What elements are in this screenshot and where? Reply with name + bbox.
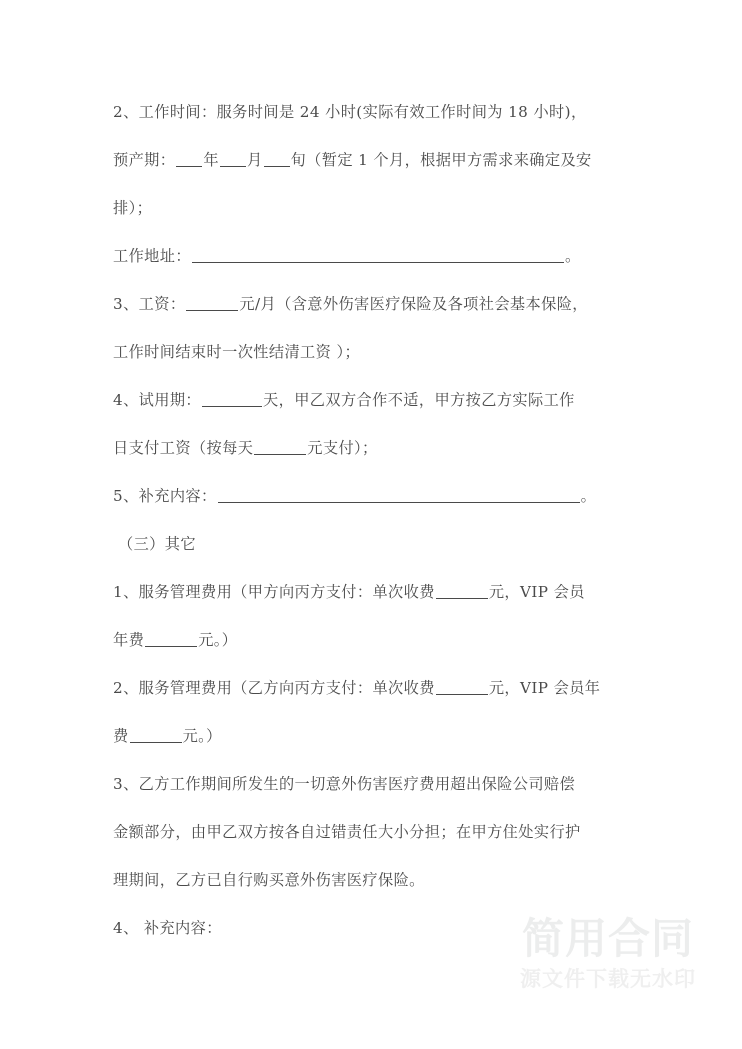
fee-party-a-line-2	[113, 616, 633, 664]
due-date-unit-year: 年	[203, 151, 219, 169]
due-date-xun-blank[interactable]	[264, 152, 290, 167]
paragraph-work-time	[113, 88, 633, 136]
fee-party-a-annual-blank[interactable]	[145, 632, 197, 647]
supplement-5-line	[113, 472, 633, 520]
supplement-5-blank[interactable]	[218, 488, 580, 503]
due-date-year-blank[interactable]	[176, 152, 202, 167]
fee-party-a-prefix: 1、服务管理费用（甲方向丙方支付：单次收费	[113, 583, 435, 601]
paragraph-supplement-4	[113, 904, 633, 952]
paragraph-due-date	[113, 136, 633, 232]
work-address-label: 工作地址：	[113, 247, 191, 265]
salary-amount-blank[interactable]	[186, 296, 238, 311]
paragraph-probation	[113, 376, 633, 472]
document-body	[113, 88, 633, 952]
probation-daily-prefix: 日支付工资（按每天	[113, 439, 254, 457]
due-date-line-1	[113, 136, 633, 184]
insurance-clause-line-1: 3、乙方工作期间所发生的一切意外伤害医疗费用超出保险公司赔偿	[113, 775, 576, 793]
fee-party-b-annual-blank[interactable]	[130, 728, 182, 743]
paragraph-fee-party-b	[113, 664, 633, 760]
due-date-prefix: 预产期：	[113, 151, 176, 169]
fee-party-a-mid: 元，VIP 会员	[488, 583, 585, 601]
due-date-line-2: 排）；	[113, 199, 153, 217]
probation-prefix: 4、试用期：	[113, 391, 202, 409]
fee-party-b-mid: 元，VIP 会员年	[488, 679, 601, 697]
insurance-clause-line-3: 理期间，乙方已自行购买意外伤害医疗保险。	[113, 871, 425, 889]
due-date-month-blank[interactable]	[220, 152, 246, 167]
probation-line-1	[113, 376, 633, 424]
due-date-tail: （暂定 1 个月，根据甲方需求来确定及安	[306, 151, 592, 169]
paragraph-fee-party-a	[113, 568, 633, 664]
paragraph-supplement-5	[113, 472, 633, 520]
fee-party-a-line-1	[113, 568, 633, 616]
fee-party-b-annual-after-blank: 元。）	[182, 727, 222, 745]
work-time-line-1: 2、工作时间：服务时间是 24 小时(实际有效工作时间为 18 小时)，	[113, 103, 587, 121]
section-heading-other-text: （三）其它	[118, 535, 196, 553]
salary-line-1	[113, 280, 633, 328]
work-address-blank[interactable]	[192, 248, 564, 263]
fee-party-b-line-1	[113, 664, 633, 712]
supplement-4-label: 4、 补充内容：	[113, 919, 222, 937]
section-heading-other	[113, 520, 633, 568]
work-address-line	[113, 232, 633, 280]
watermark-brand-text: 简用合同	[521, 914, 694, 963]
due-date-unit-xun: 旬	[290, 151, 307, 169]
paragraph-salary	[113, 280, 633, 376]
probation-daily-after-blank: 元支付）；	[307, 439, 378, 457]
fee-party-a-annual-prefix: 年费	[113, 631, 145, 649]
fee-party-b-line-2	[113, 712, 633, 760]
due-date-unit-month: 月	[246, 151, 263, 169]
fee-party-b-prefix: 2、服务管理费用（乙方向丙方支付：单次收费	[113, 679, 435, 697]
fee-party-b-single-charge-blank[interactable]	[436, 680, 488, 695]
paragraph-insurance-clause	[113, 760, 633, 904]
probation-days-blank[interactable]	[202, 392, 262, 407]
insurance-clause-line-2: 金额部分，由甲乙双方按各自过错责任大小分担；在甲方住处实行护	[113, 823, 581, 841]
salary-prefix: 3、工资：	[113, 295, 186, 313]
fee-party-a-annual-after-blank: 元。）	[198, 631, 238, 649]
salary-after-blank: 元/月（含意外伤害医疗保险及各项社会基本保险，	[239, 295, 588, 313]
supplement-5-label: 5、补充内容：	[113, 487, 217, 505]
watermark-subtitle-text: 源文件下载无水印	[520, 967, 696, 991]
work-address-period: 。	[564, 247, 581, 265]
paragraph-work-address	[113, 232, 633, 280]
fee-party-a-single-charge-blank[interactable]	[436, 584, 488, 599]
probation-daily-rate-blank[interactable]	[254, 440, 306, 455]
probation-line-2	[113, 424, 633, 472]
fee-party-b-annual-prefix: 费	[113, 727, 129, 745]
supplement-5-period: 。	[580, 487, 597, 505]
probation-after-blank: 天，甲乙双方合作不适，甲方按乙方实际工作	[263, 391, 575, 409]
salary-line-2: 工作时间结束时一次性结清工资 ）；	[113, 343, 361, 361]
